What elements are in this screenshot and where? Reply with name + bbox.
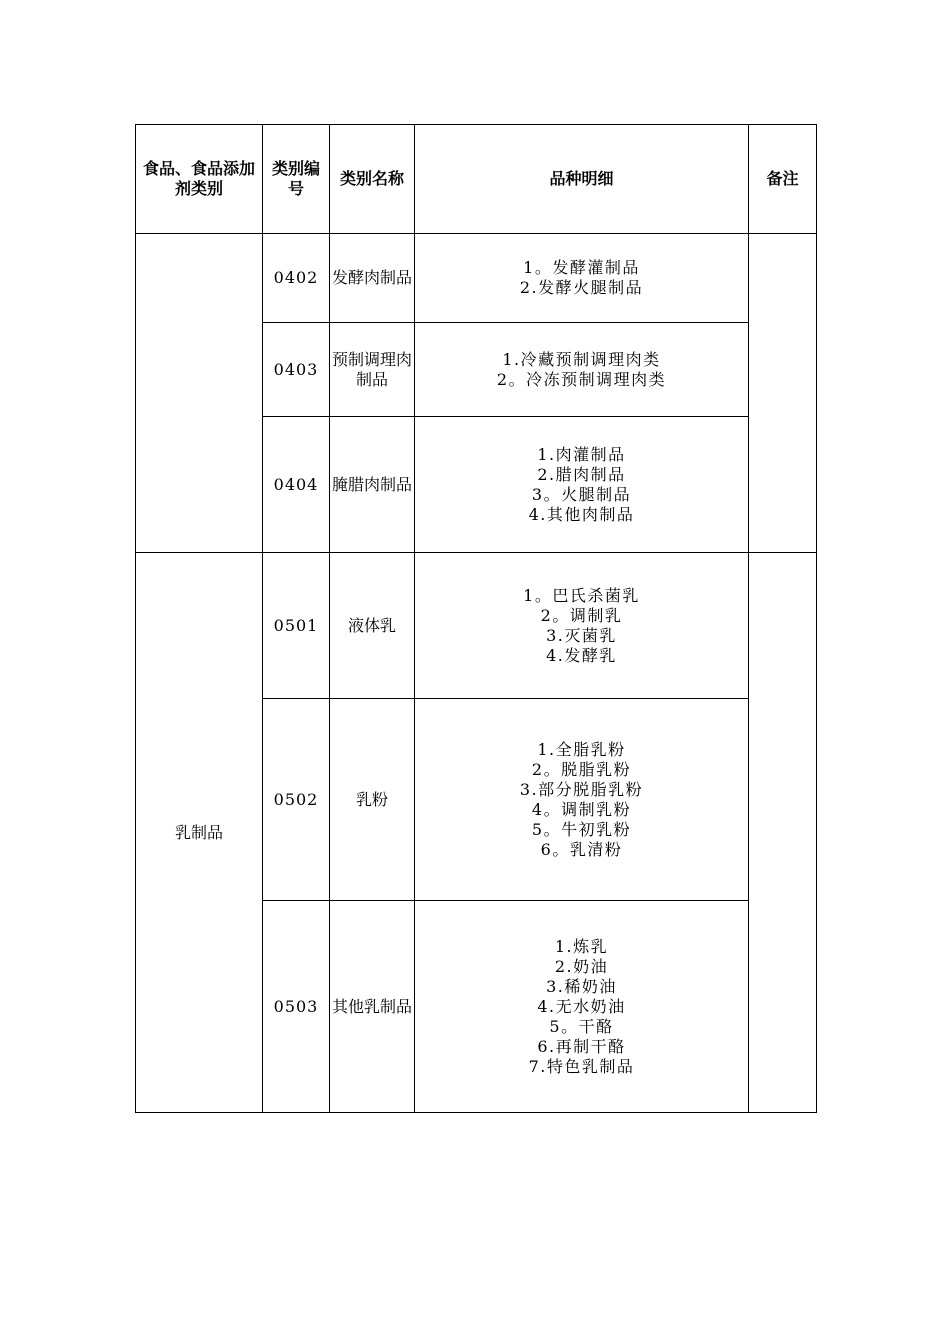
detail-item: 3.稀奶油 <box>546 976 617 996</box>
detail-item: 2。脱脂乳粉 <box>531 759 632 779</box>
detail-item: 4.发酵乳 <box>546 645 617 665</box>
code-cell: 0402 <box>263 234 330 323</box>
detail-item: 2。冷冻预制调理肉类 <box>496 369 667 389</box>
remarks-cell <box>749 553 817 1113</box>
detail-cell <box>415 323 749 417</box>
name-cell: 液体乳 <box>330 553 415 699</box>
code-cell: 0403 <box>263 323 330 417</box>
detail-item: 1。巴氏杀菌乳 <box>523 585 640 605</box>
detail-item: 2.腊肉制品 <box>537 464 626 484</box>
name-cell: 其他乳制品 <box>330 901 415 1113</box>
detail-item: 4.无水奶油 <box>537 996 626 1016</box>
detail-cell <box>415 901 749 1113</box>
detail-item: 3.灭菌乳 <box>546 625 617 645</box>
header-detail: 品种明细 <box>415 125 749 234</box>
code-cell: 0503 <box>263 901 330 1113</box>
code-cell: 0501 <box>263 553 330 699</box>
category-cell <box>136 234 263 553</box>
remarks-cell <box>749 234 817 553</box>
table-header-row <box>136 125 817 234</box>
header-code: 类别编号 <box>263 125 330 234</box>
detail-item: 5。牛初乳粉 <box>531 819 632 839</box>
detail-item: 7.特色乳制品 <box>528 1056 635 1076</box>
detail-item: 3。火腿制品 <box>531 484 632 504</box>
detail-item: 1.肉灌制品 <box>537 444 626 464</box>
detail-item: 2。调制乳 <box>540 605 623 625</box>
header-category: 食品、食品添加剂类别 <box>136 125 263 234</box>
code-cell: 0404 <box>263 417 330 553</box>
detail-item: 1。发酵灌制品 <box>523 258 640 277</box>
detail-cell <box>415 699 749 901</box>
detail-item: 1.炼乳 <box>554 936 609 956</box>
name-cell: 乳粉 <box>330 699 415 901</box>
detail-item: 4。调制乳粉 <box>531 799 632 819</box>
code-cell: 0502 <box>263 699 330 901</box>
detail-cell <box>415 417 749 553</box>
detail-item: 1.全脂乳粉 <box>537 739 626 759</box>
detail-item: 2.奶油 <box>554 956 609 976</box>
detail-cell <box>415 234 749 323</box>
detail-item: 6。乳清粉 <box>540 839 623 859</box>
name-cell: 腌腊肉制品 <box>330 417 415 553</box>
table-row <box>136 553 817 699</box>
detail-cell <box>415 553 749 699</box>
table-row <box>136 234 817 323</box>
detail-item: 5。干酪 <box>549 1016 614 1036</box>
detail-item: 4.其他肉制品 <box>528 504 635 524</box>
header-remarks: 备注 <box>749 125 817 234</box>
detail-item: 6.再制干酪 <box>537 1036 626 1056</box>
detail-item: 1.冷藏预制调理肉类 <box>502 349 661 369</box>
name-cell: 预制调理肉制品 <box>330 323 415 417</box>
food-category-table <box>135 124 817 1113</box>
name-cell: 发酵肉制品 <box>330 234 415 323</box>
category-cell: 乳制品 <box>136 553 263 1113</box>
header-name: 类别名称 <box>330 125 415 234</box>
detail-item: 3.部分脱脂乳粉 <box>519 779 644 799</box>
detail-item: 2.发酵火腿制品 <box>519 278 644 297</box>
